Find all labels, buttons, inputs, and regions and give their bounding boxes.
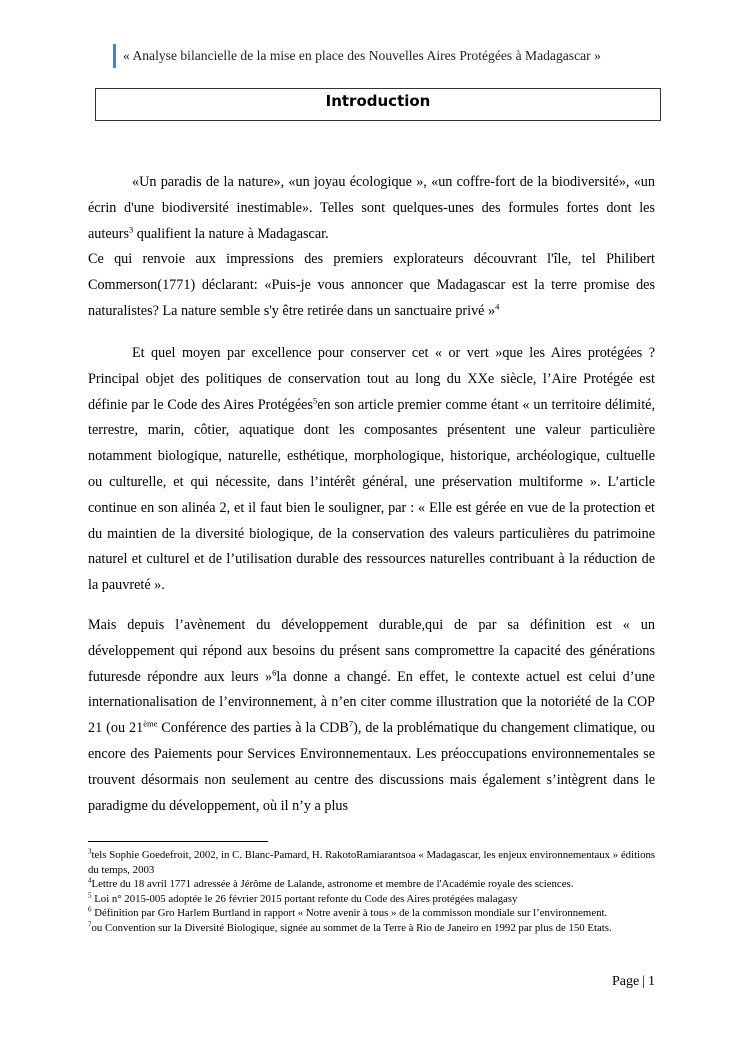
paragraph-1b xyxy=(88,247,655,324)
footnote-number: 4 xyxy=(88,876,92,885)
paragraph-2-text xyxy=(88,341,655,599)
paragraph-3-text xyxy=(88,613,655,819)
footnote-ref-6[interactable]: 6 xyxy=(272,666,277,677)
footnote-text: tels Sophie Goedefroit, 2002, in C. Blanc-Pamard, H. RakotoRamiarantsoa « Madagascar, les enjeux environnementaux » éditions du temps, 2003 xyxy=(88,849,656,876)
footnote-4 xyxy=(88,877,658,892)
text-run: la donne a changé. En effet, le contexte actuel est celui d’une internationalisation de l’environnement, à n’en citer comme illustration que la notoriété de la COP 21 (ou 21 xyxy=(88,668,655,737)
text-run: qualifient la nature à Madagascar. xyxy=(133,225,329,242)
text-run: Mais depuis l’avènement du développement durable,qui de par sa définition est « un développement qui répond aux besoins du présent sans compromettre la capacité des générations futuresde répondre aux leurs » xyxy=(88,617,655,685)
ordinal-suffix: ème xyxy=(143,718,158,729)
footnote-5 xyxy=(88,892,658,907)
footnote-6 xyxy=(88,906,658,921)
footnote-text: Définition par Gro Harlem Burtland in rapport « Notre avenir à tous » de la commisson mondiale sur l’environnement. xyxy=(91,907,608,919)
paragraph-2 xyxy=(88,341,655,599)
footnote-separator xyxy=(88,841,268,842)
text-run: Conférence des parties à la CDB xyxy=(157,720,349,737)
footnote-ref-7[interactable]: 7 xyxy=(348,718,354,729)
text-run: «Un paradis de la nature», «un joyau écologique », «un coffre-fort de la biodiversité», «un écrin d'une biodiversité inestimable». Telles sont quelques-unes des formules fortes dont les auteurs xyxy=(88,174,655,242)
footnotes xyxy=(88,848,658,935)
footnote-number: 5 xyxy=(88,890,92,899)
footnote-3 xyxy=(88,848,658,877)
footnote-7 xyxy=(88,921,658,936)
page-separator: | xyxy=(642,974,645,989)
paragraph-1a xyxy=(88,170,655,247)
footnote-ref-4[interactable]: 4 xyxy=(495,301,500,312)
text-run: en son article premier comme étant « un territoire délimité, terrestre, marin, côtier, aquatique dont les composantes présentent une valeur particulière notamment biologique, naturelle, esthétique, morphologique, historique, archéologique, cultuelle ou culturelle, et qui nécessite, dans l’intérêt général, une préservation multiforme ». L’article continue en son alinéa 2, et il faut bien le souligner, par : « Elle est gérée en vue de la protection et du maintien de la diversité biologique, de la conservation des valeurs particulières du patrimoine naturel et culturel et de l’utilisation durable des ressources naturelles contribuant à la réduction de la pauvreté ». xyxy=(88,396,655,594)
page-label: Page xyxy=(611,974,640,989)
footnote-ref-3[interactable]: 3 xyxy=(128,223,134,234)
page-number: 1 xyxy=(648,974,655,989)
text-run: Et quel moyen par excellence pour conserver cet « or vert »que les Aires protégées ?Principal objet des politiques de conservation tout au long du XXe siècle, l’Aire Protégée est définie par le Code des Aires Protégées xyxy=(88,345,655,413)
footnote-text: ou Convention sur la Diversité Biologique, signée au sommet de la Terre à Rio de Janeiro en 1992 par plus de 150 Etats. xyxy=(91,921,612,934)
text-run: ), de la problématique du changement climatique, ou encore des Paiements pour Services Environnementaux. Les préoccupations environnementales se trouvent désormais non seulement au centre des discussions mais également s’intègrent dans le paradigme du développement, où il n’y a plus xyxy=(88,720,655,814)
paragraph-1 xyxy=(88,170,655,325)
footnote-text: Lettre du 18 avril 1771 adressée à Jérôme de Lalande, astronome et membre de l'Académie royale des sciences. xyxy=(91,878,574,890)
paragraph-3 xyxy=(88,613,655,819)
section-title: Introduction xyxy=(95,88,661,121)
page-footer xyxy=(612,973,655,991)
footnote-number: 3 xyxy=(88,847,92,856)
footnote-ref-5[interactable]: 5 xyxy=(312,394,318,405)
text-run: Ce qui renvoie aux impressions des premiers explorateurs découvrant l'île, tel Philibert Commerson(1771) déclarant: «Puis-je vous annoncer que Madagascar est la terre promise des naturalistes? La nature semble s'y être retirée dans un sanctuaire privé » xyxy=(88,251,655,319)
running-header: « Analyse bilancielle de la mise en place des Nouvelles Aires Protégées à Madagascar » xyxy=(113,44,601,68)
footnote-text: Loi n° 2015-005 adoptée le 26 février 2015 portant refonte du Code des Aires protégées malagasy xyxy=(91,892,518,905)
footnote-number: 6 xyxy=(88,905,92,914)
footnote-number: 7 xyxy=(88,919,92,928)
